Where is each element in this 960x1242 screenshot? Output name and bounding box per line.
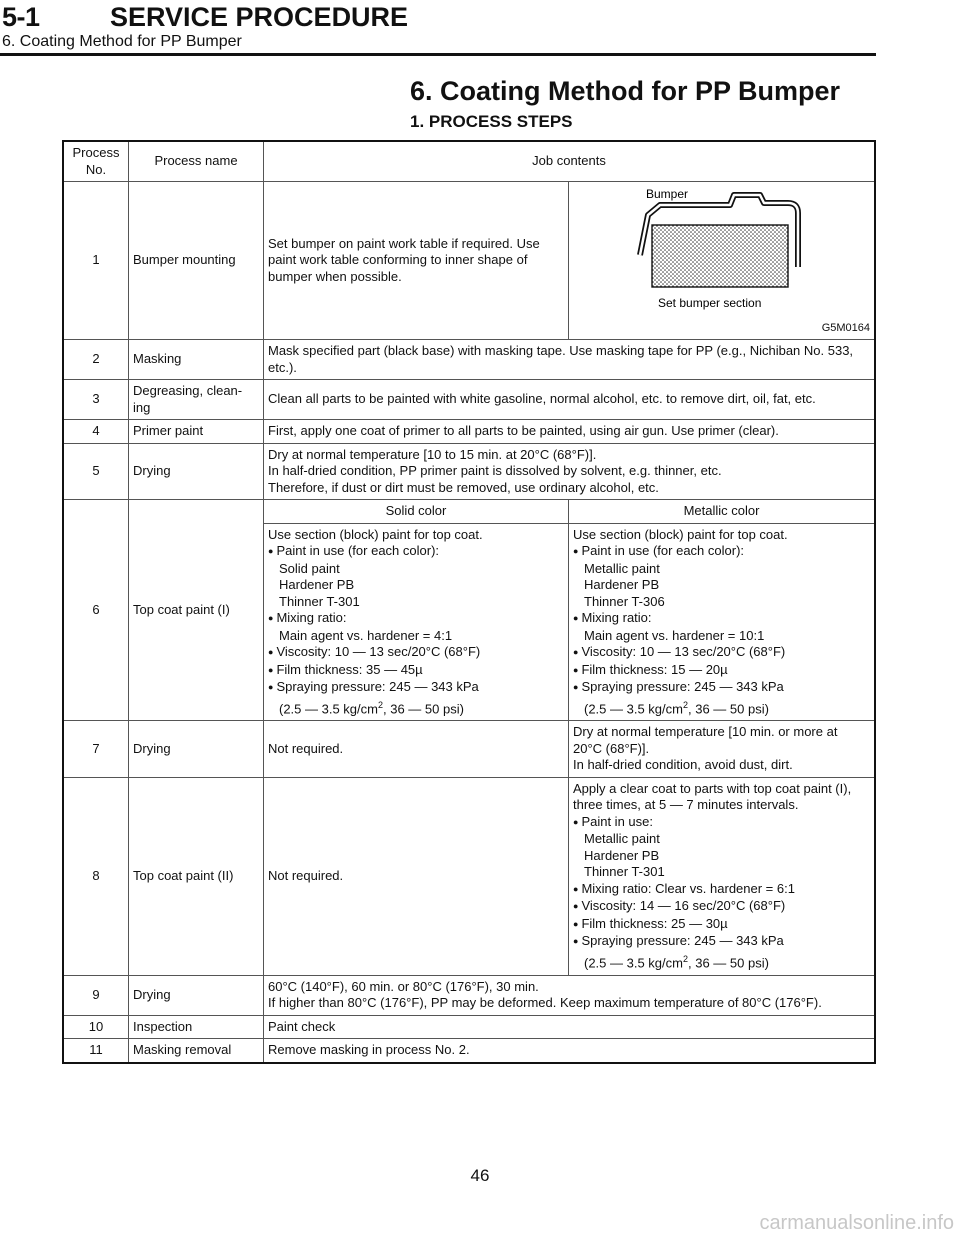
job-contents: Remove masking in process No. 2. [264, 1039, 876, 1063]
process-no: 2 [63, 340, 129, 380]
process-name: Degreasing, clean- ing [129, 380, 264, 420]
header-process-name: Process name [129, 141, 264, 182]
process-no: 5 [63, 443, 129, 500]
section-title: SERVICE PROCEDURE [110, 2, 409, 32]
metallic-color-heading: Metallic color [569, 500, 876, 524]
table-row [63, 443, 875, 500]
process-name: Drying [129, 721, 264, 778]
figure-code: G5M0164 [821, 321, 870, 334]
process-no: 7 [63, 721, 129, 778]
solid-color-contents: Not required. [264, 777, 569, 975]
metallic-color-contents: Apply a clear coat to parts with top coat paint (I), three times, at 5 — 7 minutes intervals. ● Paint in use: Metallic paint Hardener PB Thinner T-301 ● Mixing ratio: Clear vs. hardener = 6:1 ● Viscosity: 14 — 16 sec/20°C (68°F) ● Film thickness: 25 — 30µ ● Spraying pressure: 245 — 343 kPa (2.5 — 3.5 $kg/cm^2$, 36 — 50 psi) [569, 777, 876, 975]
set-bumper-section-label: Set bumper section [657, 296, 761, 310]
process-name: Primer paint [129, 420, 264, 444]
header-rule [0, 53, 876, 56]
table-row [63, 1039, 875, 1063]
solid-color-contents: Use section (block) paint for top coat. ● Paint in use (for each color): Solid paint Hardener PB Thinner T-301 ● Mixing ratio: Main agent vs. hardener = 4:1 ● Viscosity: 10 — 13 sec/20°C (68°F) ● Film thickness: 35 — 45µ ● Spraying pressure: 245 — 343 kPa (2.5 — 3.5 $kg/cm^2$, 36 — 50 psi) [264, 523, 569, 721]
metallic-color-contents: Use section (block) paint for top coat. ● Paint in use (for each color): Metallic paint Hardener PB Thinner T-306 ● Mixing ratio: Main agent vs. hardener = 10:1 ● Viscosity: 10 — 13 sec/20°C (68°F) ● Film thickness: 15 — 20µ ● Spraying pressure: 245 — 343 kPa (2.5 — 3.5 $kg/cm^2$, 36 — 50 psi) [569, 523, 876, 721]
process-no: 9 [63, 975, 129, 1015]
process-no: 11 [63, 1039, 129, 1063]
job-contents: Set bumper on paint work table if required. Use paint work table conforming to inner shape of bumper when possible. [264, 182, 569, 340]
process-no: 4 [63, 420, 129, 444]
page-title: 6. Coating Method for PP Bumper [410, 76, 841, 106]
process-name: Top coat paint (II) [129, 777, 264, 975]
metallic-color-contents: Dry at normal temperature [10 min. or more at 20°C (68°F)]. In half-dried condition, avoid dust, dirt. [569, 721, 876, 778]
watermark: carmanualsonline.info [759, 1212, 954, 1234]
job-contents: 60°C (140°F), 60 min. or 80°C (176°F), 30 min. If higher than 80°C (176°F), PP may be deformed. Keep maximum temperature of 80°C (176°F). [264, 975, 876, 1015]
section-subtitle: 6. Coating Method for PP Bumper [2, 33, 242, 50]
table-row [63, 182, 875, 340]
table-row [63, 500, 875, 524]
section-number: 5-1 [2, 2, 40, 32]
table-row [63, 975, 875, 1015]
process-name: Top coat paint (I) [129, 500, 264, 721]
table-header-row [63, 141, 875, 182]
bumper-figure-cell [569, 182, 876, 340]
process-name: Masking removal [129, 1039, 264, 1063]
page-number: 46 [470, 1166, 490, 1185]
process-name: Masking [129, 340, 264, 380]
bumper-section-diagram [612, 185, 832, 311]
process-name: Inspection [129, 1015, 264, 1039]
header-process-no: Process No. [63, 141, 129, 182]
work-table-shape [652, 225, 788, 287]
table-row [63, 420, 875, 444]
table-row [63, 380, 875, 420]
solid-color-heading: Solid color [264, 500, 569, 524]
table-row [63, 777, 875, 975]
job-contents: Mask specified part (black base) with masking tape. Use masking tape for PP (e.g., Nichiban No. 533, etc.). [264, 340, 876, 380]
process-no: 6 [63, 500, 129, 721]
process-no: 3 [63, 380, 129, 420]
process-steps-heading: 1. PROCESS STEPS [410, 112, 573, 131]
job-contents: Paint check [264, 1015, 876, 1039]
process-name: Bumper mounting [129, 182, 264, 340]
process-no: 10 [63, 1015, 129, 1039]
process-name: Drying [129, 975, 264, 1015]
job-contents: Dry at normal temperature [10 to 15 min. at 20°C (68°F)]. In half-dried condition, PP primer paint is dissolved by solvent, e.g. thinner, etc. Therefore, if dust or dirt must be removed, use ordinary alcohol, etc. [264, 443, 876, 500]
table-row [63, 721, 875, 778]
job-contents: Clean all parts to be painted with white gasoline, normal alcohol, etc. to remove dirt, oil, fat, etc. [264, 380, 876, 420]
table-row [63, 1015, 875, 1039]
process-steps-table [62, 140, 876, 1064]
bumper-label: Bumper [645, 187, 688, 201]
process-no: 1 [63, 182, 129, 340]
solid-color-contents: Not required. [264, 721, 569, 778]
table-row [63, 340, 875, 380]
job-contents: First, apply one coat of primer to all parts to be painted, using air gun. Use primer (clear). [264, 420, 876, 444]
process-name: Drying [129, 443, 264, 500]
header-job-contents: Job contents [264, 141, 876, 182]
process-no: 8 [63, 777, 129, 975]
